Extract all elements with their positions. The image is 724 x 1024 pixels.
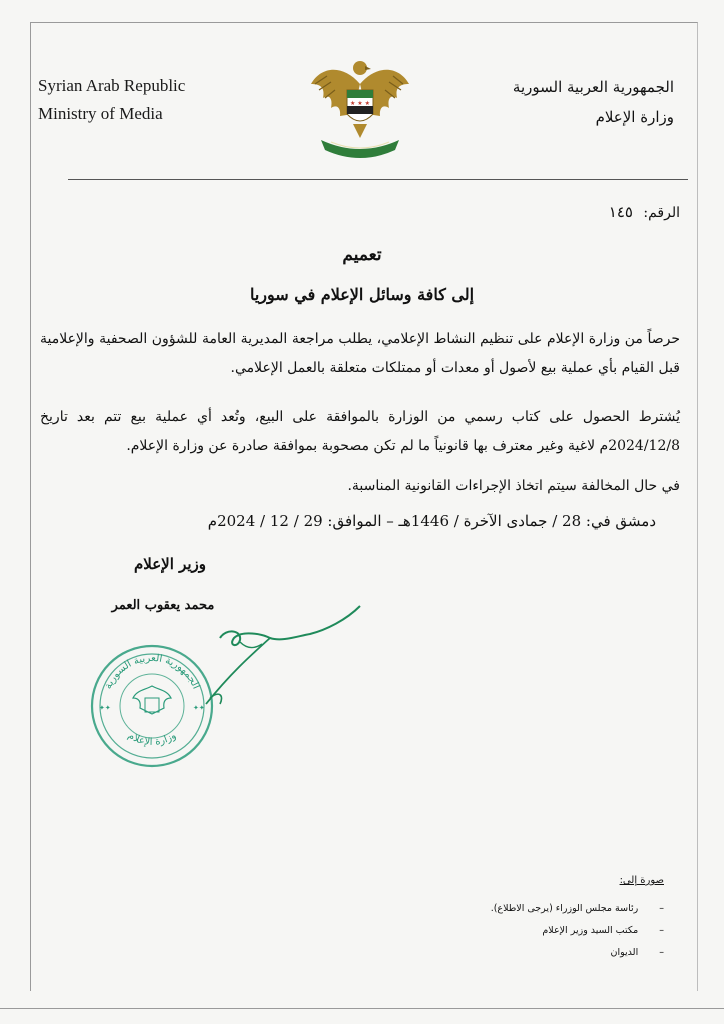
reference-label: الرقم: xyxy=(643,205,680,221)
bottom-edge-line xyxy=(0,1008,724,1009)
english-ministry-name: Ministry of Media xyxy=(38,104,163,123)
list-item: – مكتب السيد وزير الإعلام xyxy=(542,925,664,936)
paragraph-3: في حال المخالفة سيتم اتخاذ الإجراءات القانونية المناسبة. xyxy=(347,478,680,494)
cc-item-text: رئاسة مجلس الوزراء (يرجى الاطلاع). xyxy=(490,903,639,914)
arabic-header xyxy=(513,72,674,132)
cc-recipients xyxy=(491,875,664,964)
arabic-ministry-name: وزارة الإعلام xyxy=(595,108,674,126)
svg-text:★ ★ ★: ★ ★ ★ xyxy=(350,100,370,107)
cc-item-text: مكتب السيد وزير الإعلام xyxy=(542,925,639,936)
paragraph-1: حرصاً من وزارة الإعلام على تنظيم النشاط الإعلامي، يطلب مراجعة المديرية العامة للشؤون الصحفية والإعلامية قبل القيام بأي عملية بيع لأصول أو معدات أو ممتلكات متعلقة بالعمل الإعلامي. xyxy=(40,331,680,376)
svg-text:✦✦: ✦✦ xyxy=(99,704,111,712)
list-item: – رئاسة مجلس الوزراء (يرجى الاطلاع). xyxy=(490,903,664,914)
document-title: تعميم xyxy=(342,245,382,265)
eagle-emblem-icon xyxy=(303,54,417,164)
arabic-country-name: الجمهورية العربية السورية xyxy=(512,78,674,96)
header-divider xyxy=(68,179,688,180)
list-item: – الديوان xyxy=(610,947,664,958)
stamp-bottom-text: وزارة الإعلام xyxy=(125,730,179,748)
cc-label: صورة إلى: xyxy=(619,875,664,886)
document-subtitle: إلى كافة وسائل الإعلام في سوريا xyxy=(249,285,475,304)
reference-number xyxy=(609,203,680,221)
date-line: دمشق في: 28 / جمادى الآخرة / 1446هـ – الموافق: 29 / 12 / 2024م xyxy=(207,512,656,530)
handwritten-signature-icon xyxy=(150,600,370,720)
page-border xyxy=(30,22,698,991)
cc-item-text: الديوان xyxy=(610,947,639,958)
svg-text:✦✦: ✦✦ xyxy=(193,704,205,712)
stamp-top-text: الجمهورية العربية السورية xyxy=(102,652,202,691)
signatory-title: وزير الإعلام xyxy=(133,555,207,573)
reference-value: ١٤٥ xyxy=(608,203,633,221)
english-country-name: Syrian Arab Republic xyxy=(38,76,186,95)
english-header xyxy=(38,72,185,128)
paragraph-2: يُشترط الحصول على كتاب رسمي من الوزارة بالموافقة على البيع، وتُعد أي عملية بيع تتم بعد تاريخ 2024/12/8م لاغية وغير معترف بها قانونياً ما لم تكن مصحوبة بموافقة صادرة عن وزارة الإعلام. xyxy=(40,409,680,454)
signatory-name: محمد يعقوب العمر xyxy=(111,598,215,613)
